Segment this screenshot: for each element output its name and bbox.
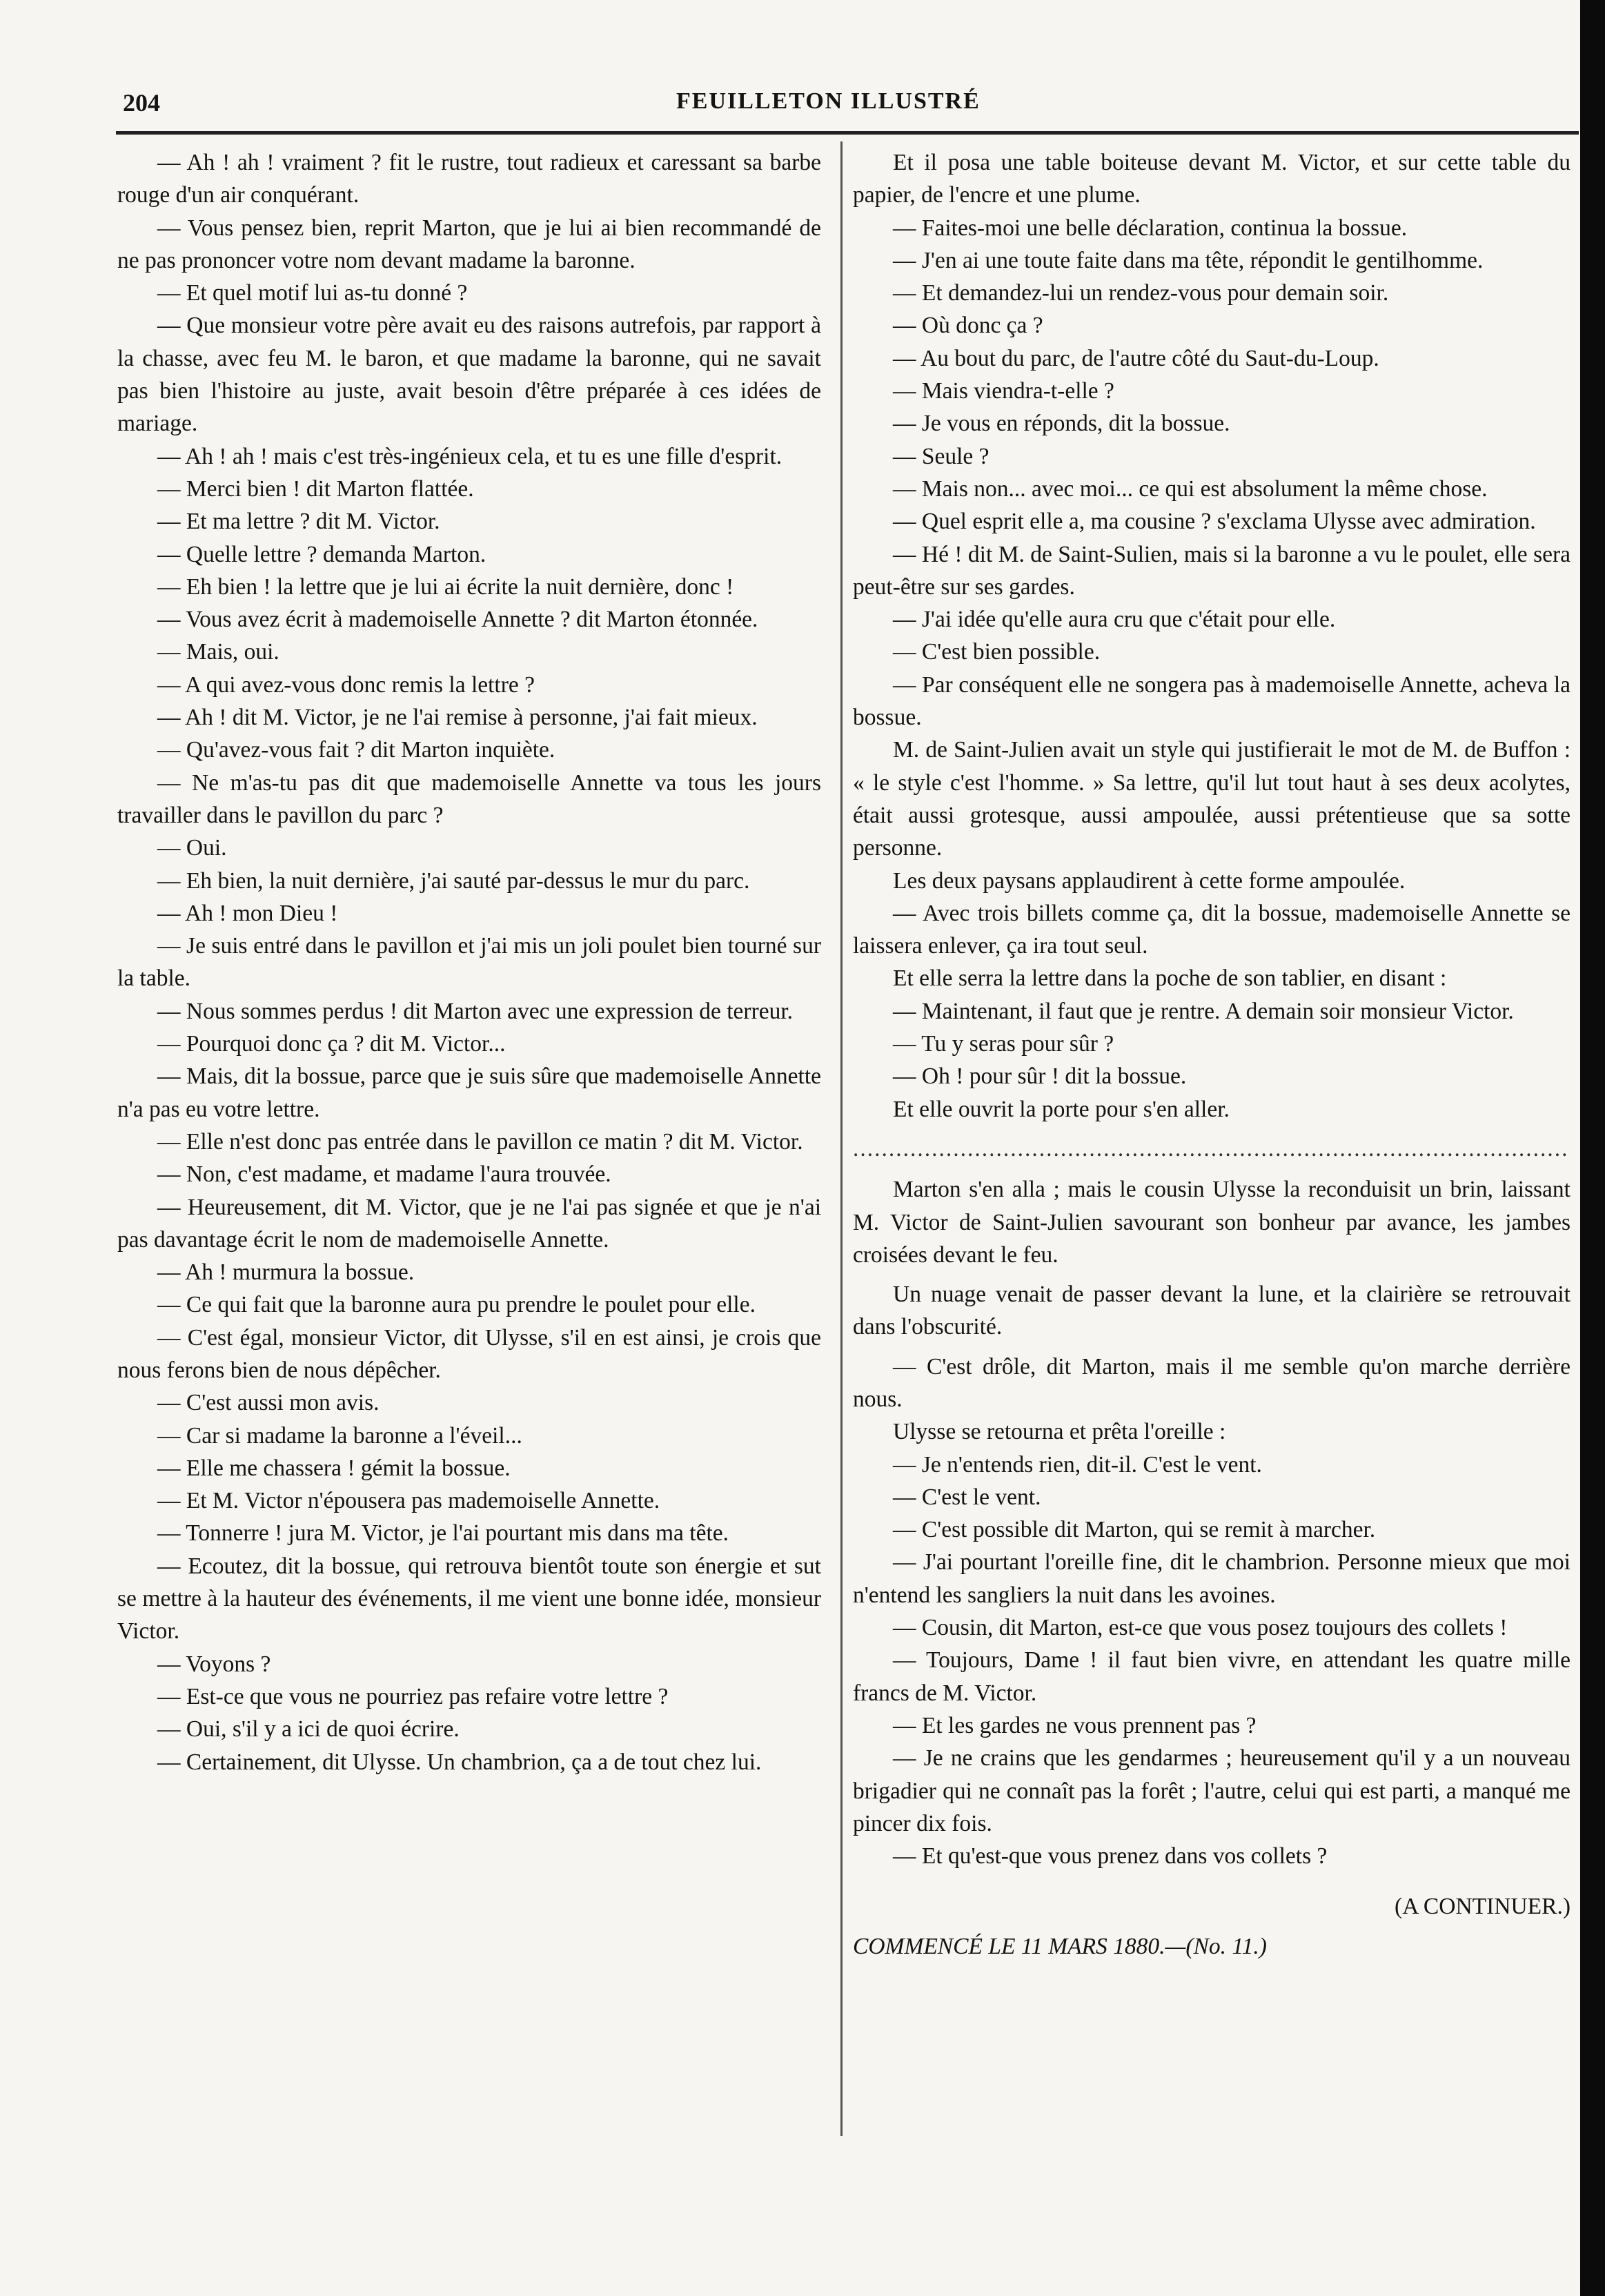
paragraph: — Que monsieur votre père avait eu des raisons autrefois, par rapport à la chasse, avec feu M. le baron, et que madame la baronne, qui ne savait pas bien l'histoire au juste, avait besoin d'être préparée à ces idées de mariage. xyxy=(117,313,821,437)
paragraph: — Pourquoi donc ça ? dit M. Victor... xyxy=(157,1031,506,1057)
paragraph: — Elle n'est donc pas entrée dans le pavillon ce matin ? dit M. Victor. xyxy=(157,1128,803,1155)
paragraph: — Heureusement, dit M. Victor, que je ne l'ai pas signée et que je n'ai pas davantage écrit le nom de mademoiselle Annette. xyxy=(117,1194,821,1253)
left-column xyxy=(117,146,821,1778)
paragraph: — Qu'avez-vous fait ? dit Marton inquiète. xyxy=(157,737,555,763)
paragraph: — Toujours, Dame ! il faut bien vivre, en attendant les quatre mille francs de M. Victor. xyxy=(853,1647,1570,1706)
paragraph: — Oui, s'il y a ici de quoi écrire. xyxy=(157,1716,460,1743)
paragraph: — C'est bien possible. xyxy=(893,639,1101,665)
paragraph: — Non, c'est madame, et madame l'aura trouvée. xyxy=(157,1161,611,1188)
paragraph: — C'est aussi mon avis. xyxy=(157,1390,380,1416)
paragraph: — Vous pensez bien, reprit Marton, que je lui ai bien recommandé de ne pas prononcer votre nom devant madame la baronne. xyxy=(117,215,821,273)
paragraph: — C'est le vent. xyxy=(893,1484,1041,1510)
paragraph: — Et M. Victor n'épousera pas mademoiselle Annette. xyxy=(157,1488,660,1514)
paragraph: — Avec trois billets comme ça, dit la bossue, mademoiselle Annette se laissera enlever, ça ira tout seul. xyxy=(853,900,1570,959)
paragraph: — Quel esprit elle a, ma cousine ? s'exclama Ulysse avec admiration. xyxy=(893,509,1536,535)
paragraph: — Je vous en réponds, dit la bossue. xyxy=(893,411,1230,437)
scan-edge-bar xyxy=(1580,0,1605,2296)
paragraph: — Ecoutez, dit la bossue, qui retrouva bientôt toute son énergie et sut se mettre à la hauteur des événements, il me vient une bonne idée, monsieur Victor. xyxy=(117,1553,821,1645)
paragraph: — Et quel motif lui as-tu donné ? xyxy=(157,280,468,306)
paragraph: — Mais non... avec moi... ce qui est absolument la même chose. xyxy=(893,475,1488,502)
right-column xyxy=(853,146,1570,1963)
paragraph: — Eh bien, la nuit dernière, j'ai sauté par-dessus le mur du parc. xyxy=(157,867,750,894)
paragraph: — Maintenant, il faut que je rentre. A demain soir monsieur Victor. xyxy=(893,998,1514,1024)
paragraph: Ulysse se retourna et prêta l'oreille : xyxy=(893,1419,1226,1445)
paragraph: — Et qu'est-que vous prenez dans vos collets ? xyxy=(893,1843,1328,1870)
paragraph: Et elle ouvrit la porte pour s'en aller. xyxy=(893,1096,1230,1122)
paragraph: — J'en ai une toute faite dans ma tête, répondit le gentilhomme. xyxy=(893,247,1484,273)
page-number: 204 xyxy=(123,89,160,117)
column-divider xyxy=(840,141,843,2136)
paragraph: — Est-ce que vous ne pourriez pas refaire votre lettre ? xyxy=(157,1683,669,1709)
paragraph: — Seule ? xyxy=(893,443,989,469)
paragraph: — Et ma lettre ? dit M. Victor. xyxy=(157,509,440,535)
paragraph: — Tonnerre ! jura M. Victor, je l'ai pourtant mis dans ma tête. xyxy=(157,1520,729,1547)
paragraph: — Ah ! ah ! vraiment ? fit le rustre, tout radieux et caressant sa barbe rouge d'un air conquérant. xyxy=(117,150,821,208)
paragraph: — J'ai idée qu'elle aura cru que c'était pour elle. xyxy=(893,607,1336,633)
paragraph: — Certainement, dit Ulysse. Un chambrion, ça a de tout chez lui. xyxy=(157,1749,762,1775)
paragraph: — Par conséquent elle ne songera pas à mademoiselle Annette, acheva la bossue. xyxy=(853,671,1570,731)
paragraph: — Ah ! mon Dieu ! xyxy=(157,900,338,926)
paragraph: — Je n'entends rien, dit-il. C'est le vent. xyxy=(893,1451,1262,1478)
paragraph: — Nous sommes perdus ! dit Marton avec une expression de terreur. xyxy=(157,998,794,1024)
paragraph: — J'ai pourtant l'oreille fine, dit le chambrion. Personne mieux que moi n'entend les sangliers la nuit dans les avoines. xyxy=(853,1549,1570,1608)
paragraph: — Et demandez-lui un rendez-vous pour demain soir. xyxy=(893,280,1389,306)
running-title: FEUILLETON ILLUSTRÉ xyxy=(676,88,981,114)
paragraph: — Elle me chassera ! gémit la bossue. xyxy=(157,1455,511,1481)
paragraph: — Oui. xyxy=(157,835,227,861)
header-rule xyxy=(116,131,1579,135)
paragraph: — Faites-moi une belle déclaration, continua la bossue. xyxy=(893,215,1408,241)
paragraph: — A qui avez-vous donc remis la lettre ? xyxy=(157,671,535,698)
paragraph: — Ne m'as-tu pas dit que mademoiselle Annette va tous les jours travailler dans le pavillon du parc ? xyxy=(117,769,821,828)
paragraph: — Cousin, dit Marton, est-ce que vous posez toujours des collets ! xyxy=(893,1615,1508,1641)
paragraph: — Au bout du parc, de l'autre côté du Saut-du-Loup. xyxy=(893,345,1379,371)
paragraph: — Ce qui fait que la baronne aura pu prendre le poulet pour elle. xyxy=(157,1292,756,1318)
paragraph: — C'est égal, monsieur Victor, dit Ulysse, s'il en est ainsi, je crois que nous ferons bien de nous dépêcher. xyxy=(117,1324,821,1383)
section-separator: .................................................................................................... xyxy=(853,1135,1569,1161)
paragraph: — Oh ! pour sûr ! dit la bossue. xyxy=(893,1063,1187,1090)
paragraph: — Mais, dit la bossue, parce que je suis sûre que mademoiselle Annette n'a pas eu votre lettre. xyxy=(117,1063,821,1122)
paragraph: — Ah ! murmura la bossue. xyxy=(157,1259,415,1286)
paragraph: — Mais, oui. xyxy=(157,639,279,665)
paragraph: — Où donc ça ? xyxy=(893,313,1043,339)
paragraph: — Je ne crains que les gendarmes ; heureusement qu'il y a un nouveau brigadier qui ne connaît pas la forêt ; l'autre, celui qui est parti, a manqué me pincer dix fois. xyxy=(853,1745,1570,1836)
paragraph: — Je suis entré dans le pavillon et j'ai mis un joli poulet bien tourné sur la table. xyxy=(117,933,821,992)
paragraph: — C'est drôle, dit Marton, mais il me semble qu'on marche derrière nous. xyxy=(853,1353,1570,1412)
paragraph: — Et les gardes ne vous prennent pas ? xyxy=(893,1712,1257,1738)
paragraph: — Ah ! ah ! mais c'est très-ingénieux cela, et tu es une fille d'esprit. xyxy=(157,443,782,469)
paragraph: — Hé ! dit M. de Saint-Sulien, mais si la baronne a vu le poulet, elle sera peut-être sur ses gardes. xyxy=(853,541,1570,600)
paragraph: — Vous avez écrit à mademoiselle Annette ? dit Marton étonnée. xyxy=(157,607,758,633)
paragraph: — Eh bien ! la lettre que je lui ai écrite la nuit dernière, donc ! xyxy=(157,573,734,600)
paragraph: Et elle serra la lettre dans la poche de son tablier, en disant : xyxy=(893,965,1447,992)
paragraph: — Merci bien ! dit Marton flattée. xyxy=(157,475,474,502)
continuation-note: (A CONTINUER.) xyxy=(1395,1894,1570,1920)
paragraph: — Ah ! dit M. Victor, je ne l'ai remise à personne, j'ai fait mieux. xyxy=(157,705,758,731)
paragraph: — Mais viendra-t-elle ? xyxy=(893,378,1114,404)
paragraph: — C'est possible dit Marton, qui se remit à marcher. xyxy=(893,1517,1376,1543)
paragraph: Marton s'en alla ; mais le cousin Ulysse la reconduisit un brin, laissant M. Victor de Saint-Julien savourant son bonheur par avance, les jambes croisées devant le feu. xyxy=(853,1177,1570,1268)
publication-footer: COMMENCÉ LE 11 MARS 1880.—(No. 11.) xyxy=(853,1933,1267,1959)
paragraph: M. de Saint-Julien avait un style qui justifierait le mot de M. de Buffon : « le style c'est l'homme. » Sa lettre, qu'il lut tout haut à ses deux acolytes, était aussi grotesque, aussi ampoulée, aussi prétentieuse que sa sotte personne. xyxy=(853,737,1570,861)
paragraph: Un nuage venait de passer devant la lune, et la clairière se retrouvait dans l'obscurité. xyxy=(853,1282,1570,1340)
paragraph: Les deux paysans applaudirent à cette forme ampoulée. xyxy=(893,867,1406,894)
paragraph: — Quelle lettre ? demanda Marton. xyxy=(157,541,486,567)
paragraph: — Voyons ? xyxy=(157,1651,271,1677)
paragraph: — Tu y seras pour sûr ? xyxy=(893,1031,1114,1057)
paragraph: — Car si madame la baronne a l'éveil... xyxy=(157,1422,522,1449)
paragraph: Et il posa une table boiteuse devant M. Victor, et sur cette table du papier, de l'encre et une plume. xyxy=(853,150,1570,208)
